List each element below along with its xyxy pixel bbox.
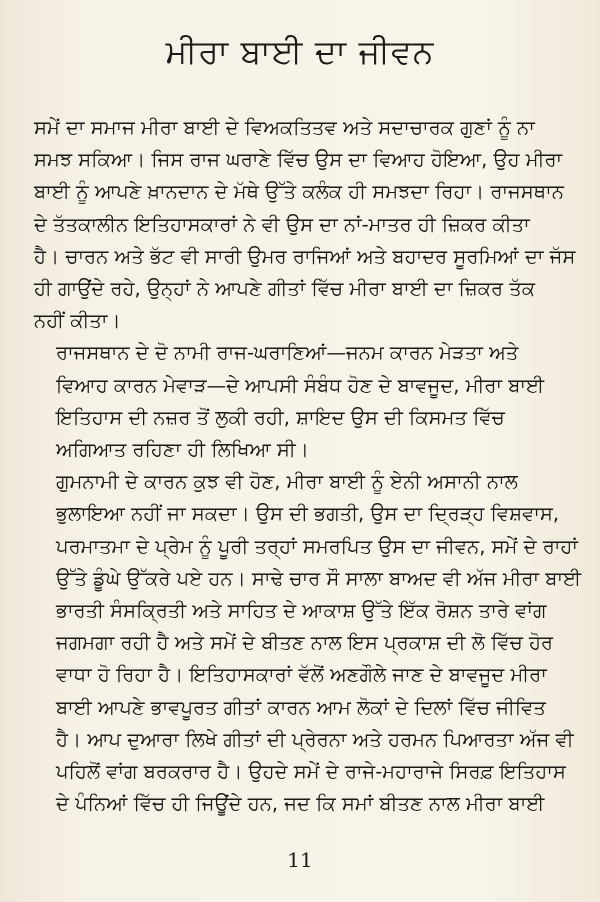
text-line: ਬਾਈ ਆਪਣੇ ਭਾਵਪੂਰਤ ਗੀਤਾਂ ਕਾਰਨ ਆਮ ਲੋਕਾਂ ਦੇ ਦਿਲਾਂ ਵਿੱਚ ਜੀਵਿਤ: [56, 695, 546, 719]
text-line: ਇਤਿਹਾਸ ਦੀ ਨਜ਼ਰ ਤੋਂ ਲੁਕੀ ਰਹੀ, ਸ਼ਾਇਦ ਉਸ ਦੀ ਕਿਸਮਤ ਵਿੱਚ: [56, 405, 505, 429]
text-line: ਵਿਆਹ ਕਾਰਨ ਮੇਵਾੜ—ਦੇ ਆਪਸੀ ਸੰਬੰਧ ਹੋਣ ਦੇ ਬਾਵਜੂਦ, ਮੀਰਾ ਬਾਈ: [56, 373, 545, 397]
text-line: ਨਹੀਂ ਕੀਤਾ।: [34, 309, 121, 333]
text-line: ਹੀ ਗਾਉਂਦੇ ਰਹੇ, ਉਨ੍ਹਾਂ ਨੇ ਆਪਣੇ ਗੀਤਾਂ ਵਿੱਚ ਮੀਰਾ ਬਾਈ ਦਾ ਜ਼ਿਕਰ ਤੱਕ: [34, 277, 536, 301]
text-line: ਗੁਮਨਾਮੀ ਦੇ ਕਾਰਨ ਕੁਝ ਵੀ ਹੋਣ, ਮੀਰਾ ਬਾਈ ਨੂੰ ਏਨੀ ਅਸਾਨੀ ਨਾਲ: [56, 470, 518, 494]
text-line: ਪਰਮਾਤਮਾ ਦੇ ਪ੍ਰੇਮ ਨੂੰ ਪੂਰੀ ਤਰ੍ਹਾਂ ਸਮਰਪਿਤ ਉਸ ਦਾ ਜੀਵਨ, ਸਮੇਂ ਦੇ ਰਾਹਾਂ: [56, 534, 578, 558]
body-text: [34, 112, 582, 820]
text-line: ਅਗਿਆਤ ਰਹਿਣਾ ਹੀ ਲਿਖਿਆ ਸੀ।: [56, 438, 309, 462]
text-line: ਉੱਤੇ ਡੂੰਘੇ ਉੱਕਰੇ ਪਏ ਹਨ। ਸਾਢੇ ਚਾਰ ਸੌ ਸਾਲਾ ਬਾਅਦ ਵੀ ਅੱਜ ਮੀਰਾ ਬਾਈ: [56, 566, 582, 590]
page-number: 11: [287, 848, 313, 872]
text-line: ਹੈ। ਚਾਰਨ ਅਤੇ ਭੱਟ ਵੀ ਸਾਰੀ ਉਮਰ ਰਾਜਿਆਂ ਅਤੇ ਬਹਾਦਰ ਸੂਰਮਿਆਂ ਦਾ ਜੱਸ: [34, 244, 576, 268]
paragraph: [34, 112, 576, 337]
text-line: ਸਮਝ ਸਕਿਆ। ਜਿਸ ਰਾਜ ਘਰਾਣੇ ਵਿੱਚ ਉਸ ਦਾ ਵਿਆਹ ਹੋਇਆ, ਉਹ ਮੀਰਾ: [34, 148, 563, 172]
text-line: ਵਾਧਾ ਹੋ ਰਿਹਾ ਹੈ। ਇਤਿਹਾਸਕਾਰਾਂ ਵੱਲੋਂ ਅਣਗੌਲੇ ਜਾਣ ਦੇ ਬਾਵਜੂਦ ਮੀਰਾ: [56, 663, 547, 687]
text-line: ਹੈ। ਆਪ ਦੁਆਰਾ ਲਿਖੇ ਗੀਤਾਂ ਦੀ ਪ੍ਰੇਰਨਾ ਅਤੇ ਹਰਮਨ ਪਿਆਰਤਾ ਅੱਜ ਵੀ: [56, 727, 574, 751]
page-title: ਮੀਰਾ ਬਾਈ ਦਾ ਜੀਵਨ: [165, 32, 435, 71]
text-line: ਭੁਲਾਇਆ ਨਹੀਂ ਜਾ ਸਕਦਾ। ਉਸ ਦੀ ਭਗਤੀ, ਉਸ ਦਾ ਦ੍ਰਿੜ੍ਹ ਵਿਸ਼ਵਾਸ,: [56, 502, 560, 526]
text-line: ਰਾਜਸਥਾਨ ਦੇ ਦੋ ਨਾਮੀ ਰਾਜ-ਘਰਾਣਿਆਂ—ਜਨਮ ਕਾਰਨ ਮੇੜਤਾ ਅਤੇ: [56, 341, 519, 365]
text-line: ਭਾਰਤੀ ਸੰਸਕ੍ਰਿਤੀ ਅਤੇ ਸਾਹਿਤ ਦੇ ਆਕਾਸ਼ ਉੱਤੇ ਇੱਕ ਰੋਸ਼ਨ ਤਾਰੇ ਵਾਂਗ: [56, 599, 547, 623]
text-line: ਪਹਿਲੋਂ ਵਾਂਗ ਬਰਕਰਾਰ ਹੈ। ਉਹਦੇ ਸਮੇਂ ਦੇ ਰਾਜੇ-ਮਹਾਰਾਜੇ ਸਿਰਫ਼ ਇਤਿਹਾਸ: [56, 760, 566, 784]
text-line: ਦੇ ਪੰਨਿਆਂ ਵਿੱਚ ਹੀ ਜਿਊਂਦੇ ਹਨ, ਜਦ ਕਿ ਸਮਾਂ ਬੀਤਣ ਨਾਲ ਮੀਰਾ ਬਾਈ: [56, 792, 545, 816]
text-line: ਸਮੇਂ ਦਾ ਸਮਾਜ ਮੀਰਾ ਬਾਈ ਦੇ ਵਿਅਕਤਿਤਵ ਅਤੇ ਸਦਾਚਾਰਕ ਗੁਣਾਂ ਨੂੰ ਨਾ: [34, 116, 535, 139]
paragraph: [34, 466, 582, 820]
text-line: ਜਗਮਗਾ ਰਹੀ ਹੈ ਅਤੇ ਸਮੇਂ ਦੇ ਬੀਤਣ ਨਾਲ ਇਸ ਪ੍ਰਕਾਸ਼ ਦੀ ਲੋ ਵਿੱਚ ਹੋਰ: [56, 631, 554, 655]
text-line: ਦੇ ਤੱਤਕਾਲੀਨ ਇਤਿਹਾਸਕਾਰਾਂ ਨੇ ਵੀ ਉਸ ਦਾ ਨਾਂ-ਮਾਤਰ ਹੀ ਜ਼ਿਕਰ ਕੀਤਾ: [34, 212, 530, 236]
paragraph: [34, 337, 566, 466]
text-line: ਬਾਈ ਨੂੰ ਆਪਣੇ ਖ਼ਾਨਦਾਨ ਦੇ ਮੱਥੇ ਉੱਤੇ ਕਲੰਕ ਹੀ ਸਮਝਦਾ ਰਿਹਾ। ਰਾਜਸਥਾਨ: [34, 180, 564, 204]
